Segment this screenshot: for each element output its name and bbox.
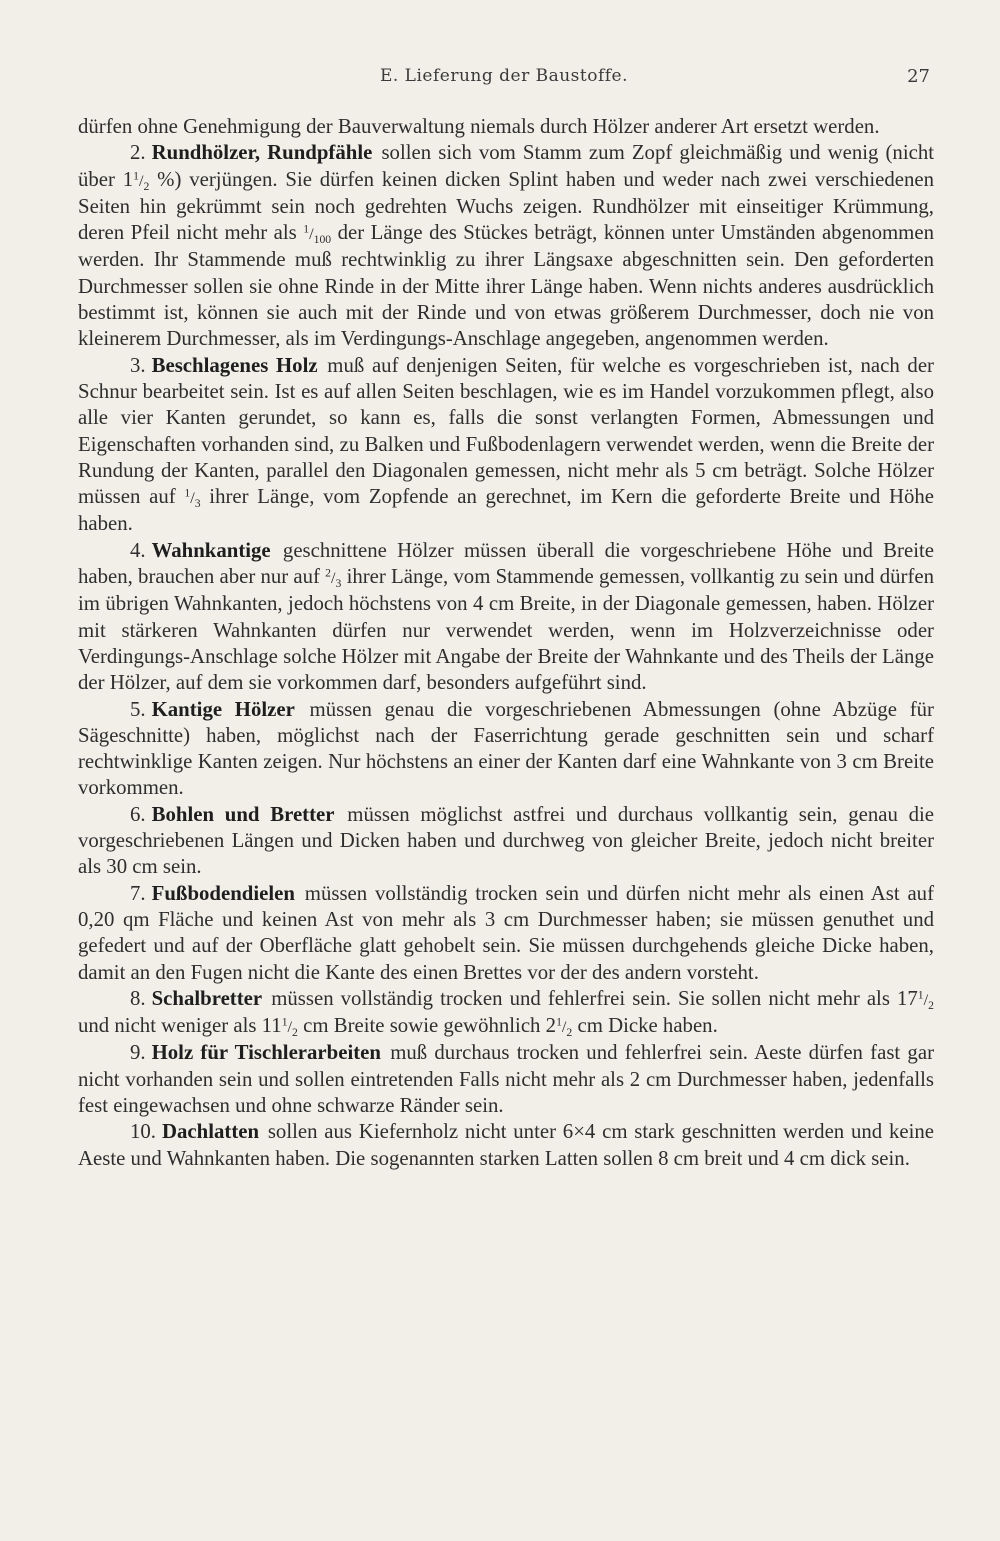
document-body xyxy=(78,114,934,1172)
item-text: sollen aus Kiefernholz nicht unter 6×4 cm stark geschnitten werden und keine Aeste und Wahnkanten haben. Die sogenannten starken Latten sollen 8 cm breit und 4 cm dick sein. xyxy=(78,1120,934,1170)
item-term: Holz für Tischlerarbeiten xyxy=(151,1041,381,1065)
item-number: 9. xyxy=(130,1041,146,1065)
item-text: müssen vollständig trocken und fehlerfrei sein. Sie sollen nicht mehr als 17 xyxy=(271,986,918,1010)
item-number: 7. xyxy=(130,881,146,905)
fraction: $^1/_2$ xyxy=(556,1015,573,1040)
item-number: 5. xyxy=(130,697,146,721)
page-number: 27 xyxy=(907,66,930,87)
item-text: müssen möglichst astfrei und durchaus vollkantig sein, genau die vorgeschriebenen Längen und Dicken haben und durchweg von gleicher Breite, jedoch nicht breiter als 30 cm sein. xyxy=(78,802,935,879)
item-text: muß durchaus trocken und fehlerfrei sein. Aeste dürfen fast gar nicht vorhanden sein und sollen eintretenden Falls nicht mehr als 2 cm Durchmesser haben, jedenfalls fest eingewachsen und ohne schwarze Ränder sein. xyxy=(78,1041,934,1117)
item-number: 2. xyxy=(130,141,146,165)
page-header xyxy=(78,66,930,92)
fraction-denominator: 3 xyxy=(194,497,201,511)
running-title: E. Lieferung der Baustoffe. xyxy=(379,66,629,86)
item-number: 10. xyxy=(130,1120,156,1144)
item-number: 6. xyxy=(130,802,146,826)
fraction-numerator: 1 xyxy=(133,169,140,183)
item-text: ihrer Länge, vom Zopfende an gerechnet, im Kern die geforderte Breite und Höhe haben. xyxy=(78,485,935,536)
fraction-numerator: 1 xyxy=(281,1015,288,1029)
item-term: Beschlagenes Holz xyxy=(151,353,318,377)
item-number: 3. xyxy=(130,353,146,377)
section-item-5 xyxy=(78,697,934,802)
fraction-denominator: 100 xyxy=(313,233,332,247)
item-term: Schalbretter xyxy=(151,986,263,1010)
item-term: Bohlen und Bretter xyxy=(151,802,335,826)
item-term: Kantige Hölzer xyxy=(151,697,295,721)
item-text: %) verjüngen. Sie dürfen keinen dicken Splint haben und weder nach zwei verschiedenen Seiten hin gekrümmt sein noch gedrehten Wuchs zeigen. Rundhölzer mit einseitiger Krümmung, deren Pfeil nicht mehr als xyxy=(78,167,934,245)
item-text: ihrer Länge, vom Stammende gemessen, vollkantig zu sein und dürfen im übrigen Wahnkanten, jedoch höchstens von 4 cm Breite, in der Diagonale gemessen, haben. Hölzer mit stärkeren Wahnkanten dürfen nur verwendet werden, wenn im Holzverzeichnisse oder Verdingungs-Anschlage solche Hölzer mit Angabe der Breite der Wahnkante und des Theils der Länge der Hölzer, auf dem sie vorkommen darf, besonders aufgeführt sind. xyxy=(78,565,934,695)
fraction-numerator: 1 xyxy=(917,988,924,1002)
section-item-6 xyxy=(78,802,934,881)
item-text: cm Breite sowie gewöhnlich 2 xyxy=(297,1014,557,1038)
item-number: 4. xyxy=(130,538,146,562)
fraction-numerator: 1 xyxy=(184,486,191,500)
fraction-denominator: 2 xyxy=(143,179,150,193)
section-item-4 xyxy=(78,538,934,697)
item-term: Dachlatten xyxy=(162,1120,260,1144)
fraction: $^1/_2$ xyxy=(281,1015,298,1040)
item-text: müssen genau die vorgeschriebenen Abmessungen (ohne Abzüge für Sägeschnitte) haben, möglichst nach der Faserrichtung gerade geschnitten sein und scharf rechtwinklige Kanten zeigen. Nur höchstens an einer der Kanten darf eine Wahnkante von 3 cm Breite vorkommen. xyxy=(78,697,934,800)
section-item-9 xyxy=(78,1040,934,1119)
fraction: $^1/_2$ xyxy=(133,169,150,193)
fraction-denominator: 3 xyxy=(335,577,342,591)
fraction-denominator: 2 xyxy=(928,999,934,1013)
item-text: muß auf denjenigen Seiten, für welche es vorgeschrieben ist, nach der Schnur bearbeitet sein. Ist es auf allen Seiten beschlagen, wie es im Handel vorzukommen pflegt, also alle vier Kanten gerundet, so kann es, falls die sonst verlangten Formen, Abmessungen und Eigenschaften vorhanden sind, zu Balken und Fußbodenlagern verwendet werden, wenn die Breite der Rundung der Kanten, parallel den Diagonalen gemessen, nicht mehr als 5 cm beträgt. Solche Hölzer müssen auf xyxy=(78,353,934,509)
item-text: der Länge des Stückes beträgt, können unter Umständen abgenommen werden. Ihr Stammende muß rechtwinklig zu ihrer Längsaxe abgeschnitten sein. Den geforderten Durchmesser sollen sie ohne Rinde in der Mitte ihrer Länge haben. Wenn nichts anderes ausdrücklich bestimmt ist, können sie auch mit der Rinde und von etwas größerem Durchmesser, doch nie von kleinerem Durchmesser, als im Verdingungs-Anschlage angegeben, angenommen werden. xyxy=(78,221,934,351)
section-item-8 xyxy=(78,986,934,1041)
fraction: $^1/_2$ xyxy=(917,988,934,1013)
fraction: $^1/_3$ xyxy=(184,486,201,511)
item-text: müssen vollständig trocken sein und dürfen nicht mehr als einen Ast auf 0,20 qm Fläche und keinen Ast von mehr als 3 cm Durchmesser haben; sie müssen genuthet und gefedert und auf der Oberfläche glatt gehobelt sein. Sie müssen durchgehends gleiche Dicke haben, damit an den Fugen nicht die Kante des einen Brettes vor der des andern vorsteht. xyxy=(78,881,935,984)
fraction: $^2/_3$ xyxy=(325,566,342,591)
item-term: Wahnkantige xyxy=(151,538,271,562)
fraction-denominator: 2 xyxy=(566,1026,573,1040)
item-term: Rundhölzer, Rundpfähle xyxy=(151,141,373,165)
section-item-7 xyxy=(78,881,934,986)
fraction-numerator: 1 xyxy=(556,1015,562,1029)
section-item-2 xyxy=(78,140,934,352)
intro-paragraph: dürfen ohne Genehmigung der Bauverwaltung niemals durch Hölzer anderer Art ersetzt werden. xyxy=(78,115,880,138)
item-text: cm Dicke haben. xyxy=(572,1014,718,1038)
fraction-numerator: 1 xyxy=(303,222,310,236)
item-number: 8. xyxy=(130,986,146,1010)
fraction-numerator: 2 xyxy=(325,566,332,580)
section-item-3 xyxy=(78,353,934,538)
item-term: Fußbodendielen xyxy=(151,881,295,905)
item-text: geschnittene Hölzer müssen überall die vorgeschriebene Höhe und Breite haben, brauchen aber nur auf xyxy=(78,538,934,589)
fraction-denominator: 2 xyxy=(292,1026,298,1040)
item-text: sollen sich vom Stamm zum Zopf gleichmäßig und wenig (nicht über 1 xyxy=(78,141,934,191)
section-item-10 xyxy=(78,1119,934,1172)
fraction: $^1/_{100}$ xyxy=(303,222,332,247)
item-text: und nicht weniger als 11 xyxy=(78,1014,282,1038)
